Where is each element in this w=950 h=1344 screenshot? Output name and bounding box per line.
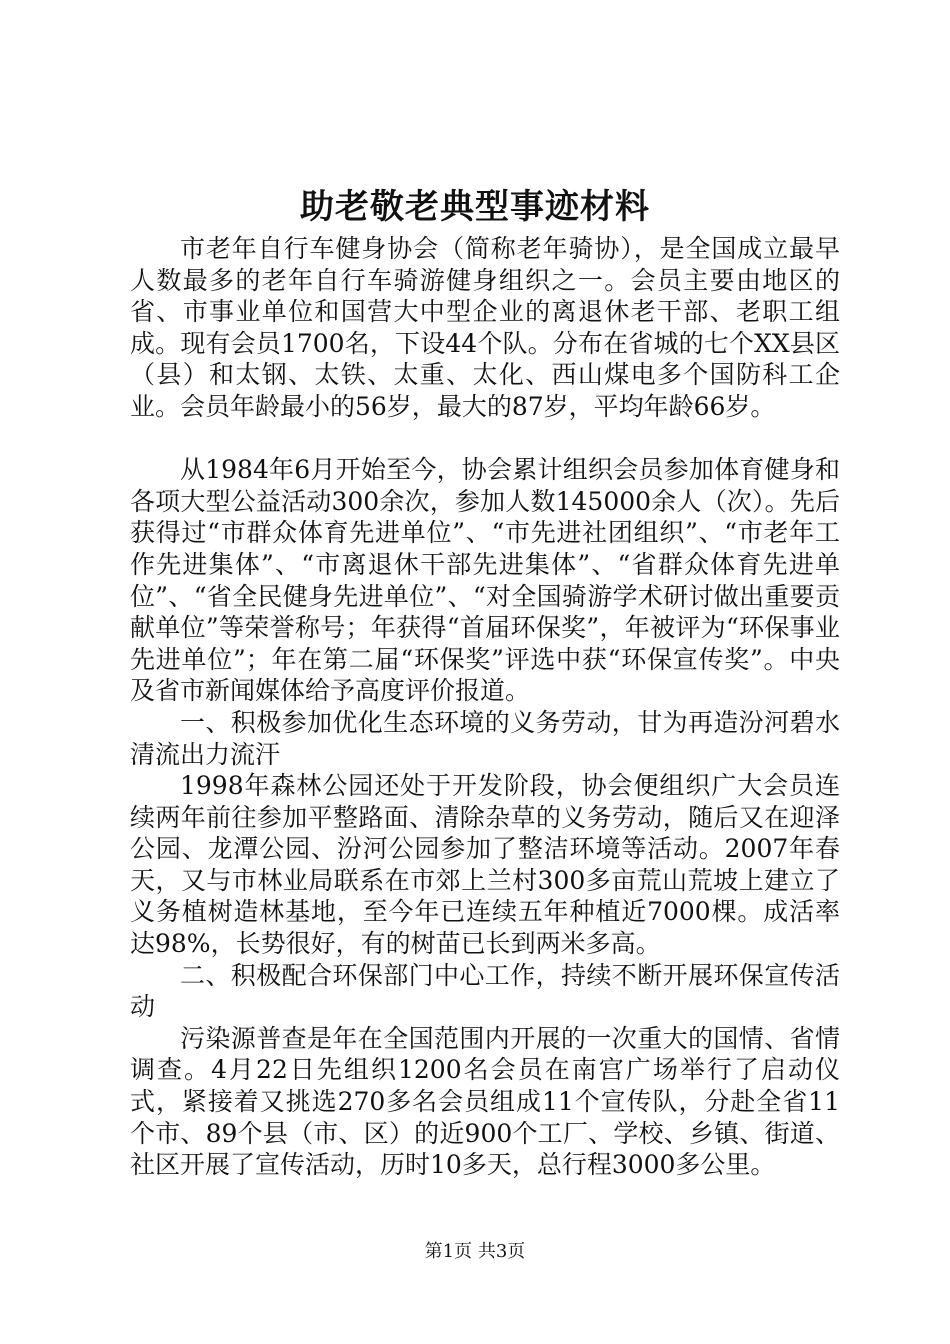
paragraph-history: 从1984年6月开始至今，协会累计组织会员参加体育健身和各项大型公益活动300余次，参加人数145000余人（次）。先后获得过“市群众体育先进单位”、“市先进社团组织”、“市老年工作先进集体”、“市离退休干部先进集体”、“省群众体育先进单位”、“省全民健身先进单位”、“对全国骑游学术研讨做出重要贡献单位”等荣誉称号；年获得“首届环保奖”，年被评为“环保事业先进单位”；年在第二届“环保奖”评选中获“环保宣传奖”。中央及省市新闻媒体给予高度评价报道。 — [130, 455, 840, 706]
paragraph-section-1: 1998年森林公园还处于开发阶段，协会便组织广大会员连续两年前往参加平整路面、清除杂草的义务劳动，随后又在迎泽公园、龙潭公园、汾河公园参加了整洁环境等活动。2007年春天，又与市林业局联系在市郊上兰村300多亩荒山荒坡上建立了义务植树造林基地，至今年已连续五年种植近7000棵。成活率达98%，长势很好，有的树苗已长到两米多高。 — [130, 771, 840, 959]
section-heading-1: 一、积极参加优化生态环境的义务劳动，甘为再造汾河碧水清流出力流汗 — [130, 707, 840, 769]
document-body — [130, 233, 840, 1181]
paragraph-intro: 市老年自行车健身协会（简称老年骑协），是全国成立最早人数最多的老年自行车骑游健身组织之一。会员主要由地区的省、市事业单位和国营大中型企业的离退休老干部、老职工组成。现有会员1700名，下设44个队。分布在省城的七个XX县区（县）和太钢、太铁、太重、太化、西山煤电多个国防科工企业。会员年龄最小的56岁，最大的87岁，平均年龄66岁。 — [130, 234, 840, 421]
page-number-footer: 第1页 共3页 — [424, 1241, 526, 1262]
section-heading-2: 二、积极配合环保部门中心工作，持续不断开展环保宣传活动 — [130, 960, 840, 1022]
document-title: 助老敬老典型事迹材料 — [300, 187, 650, 227]
paragraph-section-2: 污染源普查是年在全国范围内开展的一次重大的国情、省情调查。4月22日先组织1200名会员在南宫广场举行了启动仪式，紧接着又挑选270多名会员组成11个宣传队，分赴全省11个市、89个县（市、区）的近900个工厂、学校、乡镇、街道、社区开展了宣传活动，历时10多天，总行程3000多公里。 — [130, 1023, 840, 1180]
